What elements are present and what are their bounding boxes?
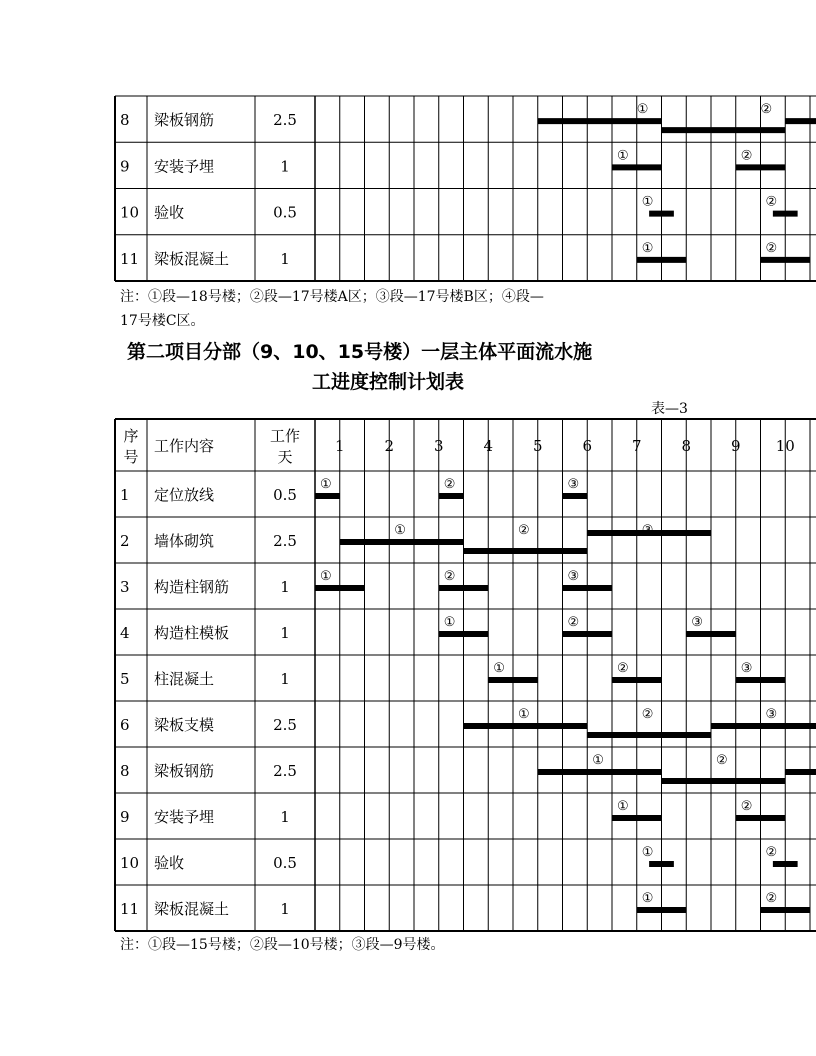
header-day-label: 7 <box>631 437 642 455</box>
header-task: 工作内容 <box>154 437 215 455</box>
schedule-table-1 <box>0 94 816 284</box>
segment-marker: ② <box>765 240 778 256</box>
segment-marker: ① <box>641 194 654 210</box>
row-task: 梁板混凝土 <box>154 249 230 268</box>
row-days: 1 <box>280 157 290 176</box>
segment-marker: ① <box>592 753 604 768</box>
gantt-bar <box>637 907 687 913</box>
section-title-line1: 第二项目分部（9、10、15号楼）一层主体平面流水施 <box>127 341 593 363</box>
gantt-bar <box>736 815 786 821</box>
table1-note-line1: 注：①段—18号楼；②段—17号楼A区；③段—17号楼B区；④段— <box>120 289 544 305</box>
segment-marker: ① <box>493 661 505 676</box>
row-number: 8 <box>120 762 130 780</box>
segment-marker: ① <box>319 477 332 492</box>
row-days: 0.5 <box>273 203 297 222</box>
gantt-bar <box>340 539 464 545</box>
header-no: 号 <box>123 448 139 466</box>
row-number: 9 <box>120 157 130 176</box>
header-day-label: 2 <box>384 437 395 455</box>
table2-note: 注：①段—15号楼；②段—10号楼；③段—9号楼。 <box>120 937 445 953</box>
segment-marker: ② <box>765 845 778 860</box>
schedule-table-2 <box>0 417 816 937</box>
gantt-bar <box>761 257 811 263</box>
row-days: 1 <box>280 900 290 918</box>
row-days: 2.5 <box>273 532 297 550</box>
segment-marker: ① <box>641 891 654 906</box>
segment-marker: ② <box>715 753 728 768</box>
gantt-bar <box>464 723 588 729</box>
gantt-bar <box>587 530 711 536</box>
header-no: 序 <box>123 427 139 445</box>
header-day-label: 4 <box>483 437 494 455</box>
segment-marker: ② <box>760 102 773 117</box>
row-days: 2.5 <box>273 716 297 734</box>
row-task: 定位放线 <box>154 486 215 504</box>
gantt-bar <box>439 631 489 637</box>
header-day-label: 5 <box>532 437 543 455</box>
gantt-bar <box>612 164 662 170</box>
gantt-bar <box>649 211 674 217</box>
gantt-bar <box>662 127 786 133</box>
gantt-bar <box>649 861 674 867</box>
gantt-bar <box>315 585 365 591</box>
row-days: 1 <box>280 249 290 268</box>
segment-marker: ③ <box>691 615 703 630</box>
row-days: 0.5 <box>273 486 297 504</box>
segment-marker: ② <box>443 569 456 584</box>
segment-marker: ① <box>319 569 332 584</box>
row-days: 0.5 <box>273 854 297 872</box>
row-days: 1 <box>280 578 290 596</box>
gantt-bar <box>315 493 340 499</box>
gantt-bar <box>587 732 711 738</box>
gantt-bar <box>439 493 464 499</box>
gantt-bar <box>773 861 798 867</box>
gantt-bar <box>563 585 613 591</box>
row-days: 2.5 <box>273 762 297 780</box>
gantt-bar <box>711 723 816 729</box>
header-day-label: 8 <box>681 437 692 455</box>
segment-marker: ① <box>394 523 406 538</box>
gantt-bar <box>538 118 662 124</box>
header-day-label: 3 <box>433 437 444 455</box>
row-task: 墙体砌筑 <box>154 532 215 550</box>
section-title-line2: 工进度控制计划表 <box>312 371 465 393</box>
row-number: 6 <box>120 716 130 734</box>
gantt-bar <box>563 493 588 499</box>
gantt-bar <box>761 907 811 913</box>
gantt-bar <box>773 211 798 217</box>
row-number: 11 <box>120 249 140 268</box>
header-day-label: 1 <box>334 437 345 455</box>
segment-marker: ② <box>567 615 580 630</box>
segment-marker: ① <box>636 102 649 117</box>
segment-marker: ② <box>641 707 654 722</box>
row-task: 验收 <box>154 203 185 222</box>
segment-marker: ① <box>517 707 530 722</box>
segment-marker: ② <box>740 799 753 814</box>
row-number: 10 <box>120 203 140 222</box>
row-number: 8 <box>120 111 130 130</box>
gantt-bar <box>464 548 588 554</box>
header-day-label: 9 <box>730 437 741 455</box>
row-number: 10 <box>120 854 140 872</box>
segment-marker: ② <box>740 148 753 164</box>
table1-note-line2: 17号楼C区。 <box>120 313 205 329</box>
gantt-bar <box>538 769 662 775</box>
gantt-bar <box>612 815 662 821</box>
row-task: 梁板混凝土 <box>154 900 230 918</box>
gantt-bar <box>637 257 687 263</box>
row-days: 1 <box>280 808 290 826</box>
segment-marker: ③ <box>765 707 778 722</box>
segment-marker: ① <box>641 240 654 256</box>
gantt-bar <box>662 778 786 784</box>
gantt-bar <box>785 118 816 124</box>
row-number: 4 <box>120 624 130 642</box>
gantt-bar <box>488 677 538 683</box>
segment-marker: ① <box>616 148 629 164</box>
segment-marker: ③ <box>567 477 580 492</box>
segment-marker: ② <box>765 194 778 210</box>
segment-marker: ② <box>765 891 778 906</box>
row-number: 1 <box>120 486 130 504</box>
row-task: 安装予埋 <box>154 808 215 826</box>
header-days: 工作 <box>269 427 301 445</box>
table-number: 表—3 <box>651 401 688 417</box>
row-number: 2 <box>120 532 130 550</box>
segment-marker: ① <box>443 615 456 630</box>
gantt-bar <box>736 164 786 170</box>
gantt-bar <box>563 631 613 637</box>
row-number: 11 <box>120 900 140 918</box>
header-day-label: 6 <box>582 437 593 455</box>
row-days: 1 <box>280 670 290 688</box>
row-task: 梁板钢筋 <box>154 111 215 130</box>
gantt-bar <box>686 631 736 637</box>
row-days: 2.5 <box>273 111 297 130</box>
row-task: 验收 <box>154 854 185 872</box>
segment-marker: ③ <box>567 569 580 584</box>
row-number: 9 <box>120 808 130 826</box>
segment-marker: ③ <box>740 661 753 676</box>
row-number: 3 <box>120 578 130 596</box>
segment-marker: ② <box>443 477 456 492</box>
row-task: 构造柱钢筋 <box>154 578 230 596</box>
row-task: 梁板钢筋 <box>154 762 215 780</box>
segment-marker: ① <box>641 845 654 860</box>
row-days: 1 <box>280 624 290 642</box>
gantt-bar <box>785 769 816 775</box>
segment-marker: ② <box>517 523 530 538</box>
row-task: 柱混凝土 <box>154 670 215 688</box>
gantt-bar <box>736 677 786 683</box>
header-days: 天 <box>277 448 293 466</box>
gantt-bar <box>439 585 489 591</box>
segment-marker: ② <box>616 661 629 676</box>
row-number: 5 <box>120 670 130 688</box>
segment-marker: ① <box>616 799 629 814</box>
gantt-bar <box>612 677 662 683</box>
header-day-label: 10 <box>775 437 795 455</box>
row-task: 构造柱模板 <box>154 624 230 642</box>
row-task: 梁板支模 <box>154 716 215 734</box>
row-task: 安装予埋 <box>154 157 215 176</box>
